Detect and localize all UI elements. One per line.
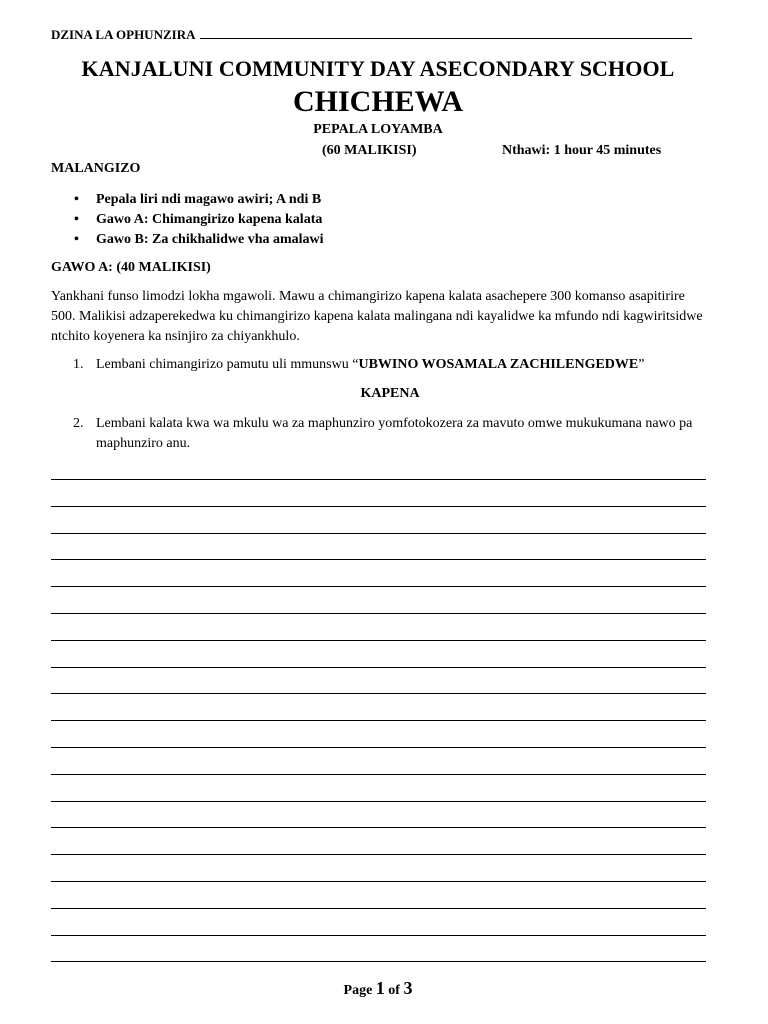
student-name-label: DZINA LA OPHUNZIRA (51, 27, 195, 42)
answer-line (51, 667, 706, 668)
answer-line (51, 935, 706, 936)
student-name-line (51, 26, 692, 43)
page-footer (0, 978, 756, 999)
instruction-item (51, 190, 324, 210)
answer-line (51, 559, 706, 560)
instruction-text: Pepala liri ndi magawo awiri; A ndi B (96, 192, 322, 207)
subject-title: CHICHEWA (292, 85, 464, 118)
bullet-icon: • (74, 212, 79, 227)
instructions-list (51, 190, 324, 250)
instructions-heading: MALANGIZO (51, 161, 141, 176)
answer-line (51, 613, 706, 614)
page-word: Page (343, 983, 373, 998)
answer-line (51, 774, 706, 775)
question-topic: UBWINO WOSAMALA ZACHILENGEDWE (358, 357, 639, 372)
question-text (96, 355, 711, 375)
question-text-end: ” (638, 357, 645, 372)
answer-line (51, 533, 706, 534)
section-a-heading: GAWO A: (40 MALIKISI) (51, 260, 211, 275)
answer-line (51, 720, 706, 721)
instruction-text: Gawo A: Chimangirizo kapena kalata (96, 212, 323, 227)
question-text-start: Lembani chimangirizo pamutu uli mmunswu “ (96, 357, 359, 372)
answer-line (51, 479, 706, 480)
answer-line (51, 827, 706, 828)
paper-title: PEPALA LOYAMBA (313, 122, 443, 137)
answer-line (51, 693, 706, 694)
of-word: of (388, 983, 400, 998)
answer-line (51, 961, 706, 962)
time-allowed: Nthawi: 1 hour 45 minutes (502, 143, 662, 158)
answer-line (51, 801, 706, 802)
bullet-icon: • (74, 232, 79, 247)
question-number: 2. (73, 416, 84, 431)
student-name-blank[interactable] (200, 26, 692, 39)
question-number: 1. (73, 357, 84, 372)
answer-line (51, 908, 706, 909)
bullet-icon: • (74, 192, 79, 207)
answer-line (51, 640, 706, 641)
answer-line (51, 747, 706, 748)
answer-line (51, 881, 706, 882)
school-name: KANJALUNI COMMUNITY DAY ASECONDARY SCHOOL (81, 56, 675, 81)
answer-line (51, 854, 706, 855)
page-number: 1 (375, 978, 385, 998)
section-a-intro: Yankhani funso limodzi lokha mgawoli. Mawu a chimangirizo kapena kalata asachepere 300 komanso asapitirire 500. Malikisi adzaperekedwa ku chimangirizo kapena kalata malingana ndi kayalidwe ka mfundo ndi kagwiritsidwe ntchito koyenera ka nsinjiro za chiyankhulo. (51, 289, 703, 344)
question-text: Lembani kalata kwa wa mkulu wa za maphunziro yomfotokozera za mavuto omwe mukukumana nawo pa maphunziro anu. (96, 416, 693, 451)
total-marks: (60 MALIKISI) (322, 143, 417, 158)
answer-line (51, 506, 706, 507)
instruction-item (51, 210, 324, 230)
total-pages: 3 (403, 978, 413, 998)
instruction-item (51, 230, 324, 250)
answer-line (51, 586, 706, 587)
or-separator: KAPENA (360, 386, 420, 401)
instruction-text: Gawo B: Za chikhalidwe vha amalawi (96, 232, 324, 247)
